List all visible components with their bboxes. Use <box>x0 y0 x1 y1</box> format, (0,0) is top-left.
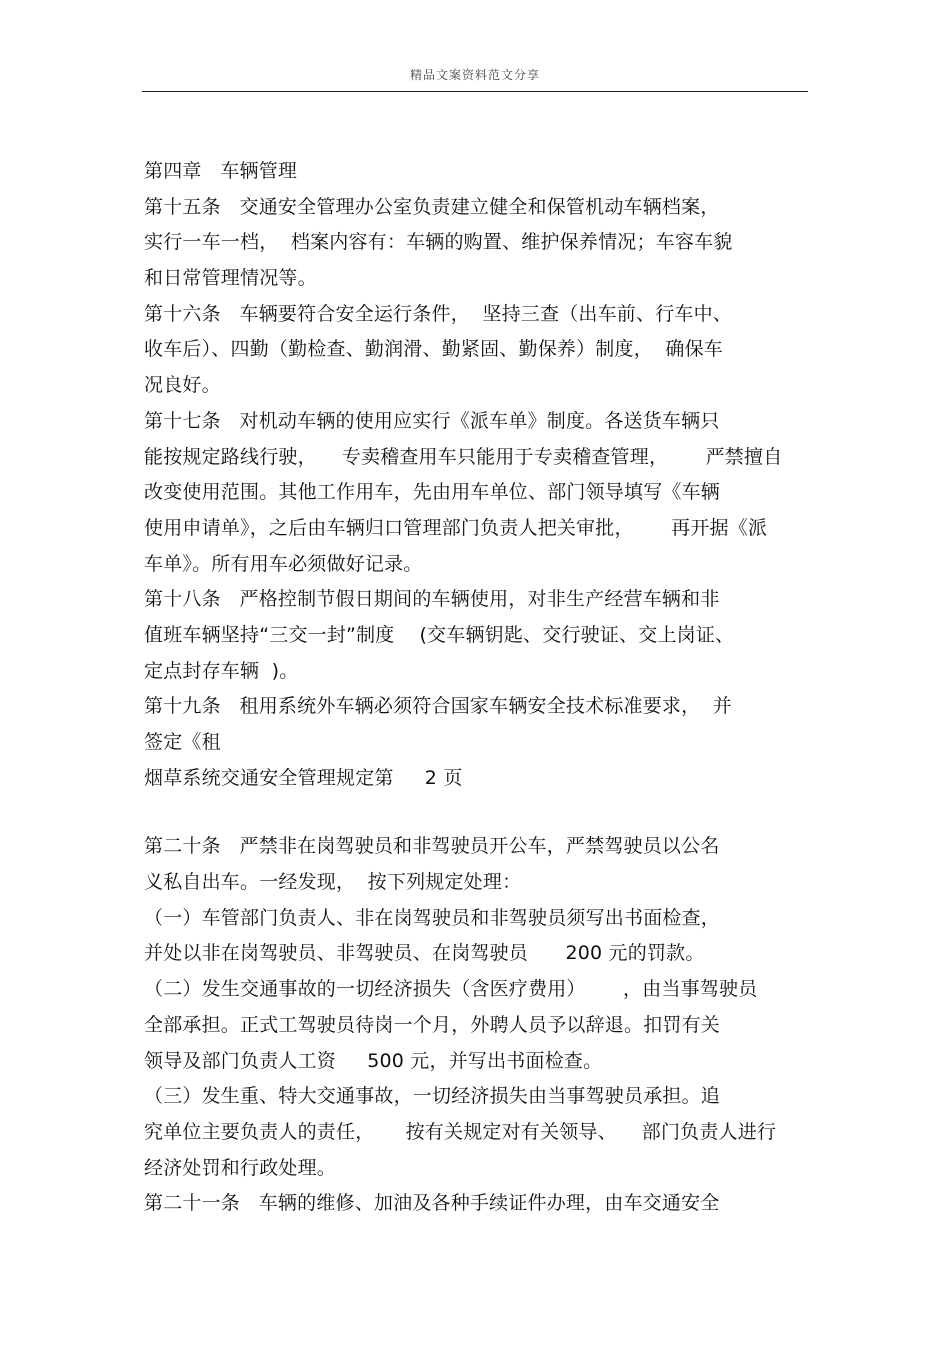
text-line: 改变使用范围。其他工作用车，先由用车单位、部门领导填写《车辆 <box>144 481 721 504</box>
text-line: 签定《租 <box>144 731 221 753</box>
text-line: 第二十一条 车辆的维修、加油及各种手续证件办理，由车交通安全 <box>144 1192 720 1215</box>
page-footer-line: 烟草系统交通安全管理规定第 2 页 <box>144 766 463 789</box>
text-line: 第二十条 严禁非在岗驾驶员和非驾驶员开公车，严禁驾驶员以公名 <box>144 835 720 858</box>
section-article-twenty <box>144 829 814 1222</box>
page-header: 精品文案资料范文分享 <box>409 68 540 82</box>
text-line: 并处以非在岗驾驶员、非驾驶员、在岗驾驶员 200 元的罚款。 <box>144 942 705 965</box>
text-line: （三）发生重、特大交通事故，一切经济损失由当事驾驶员承担。追 <box>144 1085 721 1108</box>
text-line: 第十八条 严格控制节假日期间的车辆使用，对非生产经营车辆和非 <box>144 588 720 611</box>
header-divider <box>142 91 808 92</box>
text-line: 第十六条 车辆要符合安全运行条件， 坚持三查（出车前、行车中、 <box>144 302 732 325</box>
section-chapter-four <box>144 154 814 796</box>
text-line: 况良好。 <box>144 374 221 397</box>
text-line: 领导及部门负责人工资 500 元，并写出书面检查。 <box>144 1049 603 1072</box>
text-line: 第四章 车辆管理 <box>144 160 298 182</box>
text-line: 实行一车一档， 档案内容有：车辆的购置、维护保养情况；车容车貌 <box>144 231 733 254</box>
text-line: 和日常管理情况等。 <box>144 267 317 290</box>
text-line: 第十七条 对机动车辆的使用应实行《派车单》制度。各送货车辆只 <box>144 409 720 432</box>
text-line: 收车后）、四勤（勤检查、勤润滑、勤紧固、勤保养）制度， 确保车 <box>144 338 723 361</box>
text-line: 车单》。所有用车必须做好记录。 <box>144 552 423 575</box>
text-line: （一）车管部门负责人、非在岗驾驶员和非驾驶员须写出书面检查， <box>144 906 721 929</box>
text-line: 义私自出车。一经发现， 按下列规定处理： <box>144 871 522 894</box>
text-line: 能按规定路线行驶， 专卖稽查用车只能用于专卖稽查管理， 严禁擅自 <box>144 445 783 468</box>
text-line: 全部承担。正式工驾驶员待岗一个月，外聘人员予以辞退。扣罚有关 <box>144 1013 721 1036</box>
text-line: 定点封存车辆 )。 <box>144 659 299 682</box>
page-break-gap <box>144 796 814 829</box>
text-line: 使用申请单》，之后由车辆归口管理部门负责人把关审批， 再开据《派 <box>144 516 768 539</box>
text-line: 第十五条 交通安全管理办公室负责建立健全和保管机动车辆档案， <box>144 195 720 218</box>
document-body <box>144 154 814 1222</box>
text-line: 经济处罚和行政处理。 <box>144 1156 337 1179</box>
text-line: 值班车辆坚持“三交一封”制度 (交车辆钥匙、交行驶证、交上岗证、 <box>144 623 735 646</box>
text-line: 第十九条 租用系统外车辆必须符合国家车辆安全技术标准要求， 并 <box>144 695 732 718</box>
text-line: （二）发生交通事故的一切经济损失（含医疗费用） ，由当事驾驶员 <box>144 978 758 1001</box>
text-line: 究单位主要负责人的责任， 按有关规定对有关领导、 部门负责人进行 <box>144 1120 777 1143</box>
